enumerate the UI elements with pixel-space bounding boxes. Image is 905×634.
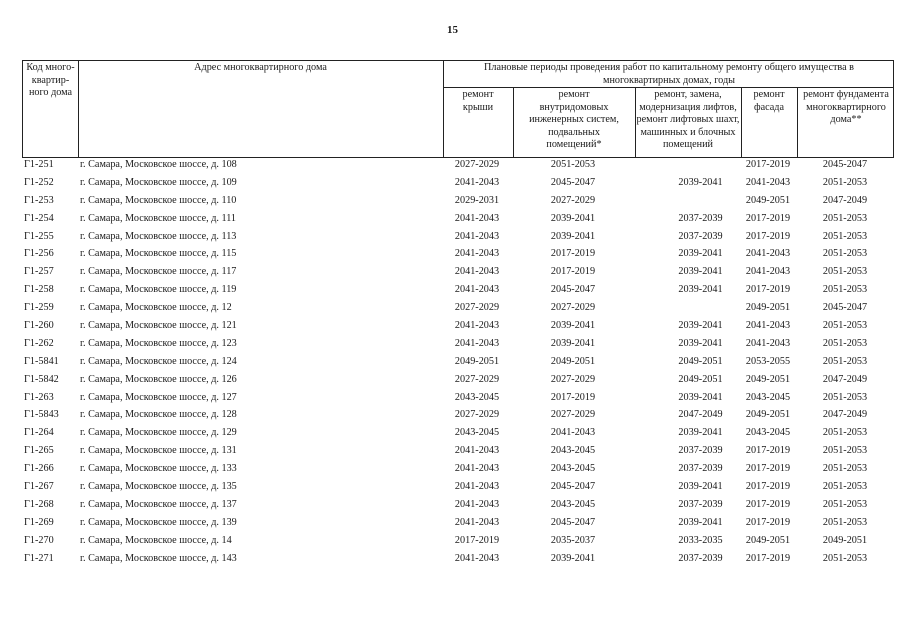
cell-address: г. Самара, Московское шоссе, д. 119 bbox=[80, 284, 237, 296]
cell-systems: 2035-2037 bbox=[550, 534, 596, 546]
table-row bbox=[22, 442, 894, 460]
cell-roof: 2041-2043 bbox=[454, 552, 500, 564]
cell-systems: 2027-2029 bbox=[550, 302, 596, 314]
table-body bbox=[22, 156, 894, 567]
cell-foundation: 2051-2053 bbox=[822, 230, 868, 242]
cell-code: Г1-269 bbox=[24, 516, 54, 528]
cell-foundation: 2051-2053 bbox=[822, 284, 868, 296]
cell-address: г. Самара, Московское шоссе, д. 128 bbox=[80, 409, 237, 421]
cell-roof: 2041-2043 bbox=[454, 230, 500, 242]
table-row bbox=[22, 335, 894, 353]
cell-roof: 2049-2051 bbox=[454, 355, 500, 367]
table-row bbox=[22, 496, 894, 514]
table-row bbox=[22, 406, 894, 424]
header-facade: ремонт фасада bbox=[753, 89, 785, 113]
cell-lifts: 2033-2035 bbox=[678, 534, 723, 546]
cell-foundation: 2047-2049 bbox=[822, 194, 868, 206]
cell-roof: 2041-2043 bbox=[454, 320, 500, 332]
cell-lifts: 2039-2041 bbox=[678, 176, 723, 188]
cell-systems: 2039-2041 bbox=[550, 552, 596, 564]
cell-code: Г1-270 bbox=[24, 534, 54, 546]
cell-address: г. Самара, Московское шоссе, д. 137 bbox=[80, 498, 237, 510]
header-lifts: ремонт, замена, модернизация лифтов, ремонт лифтовых шахт, машинных и блочных помещений bbox=[636, 89, 740, 150]
cell-foundation: 2051-2053 bbox=[822, 552, 868, 564]
cell-roof: 2041-2043 bbox=[454, 337, 500, 349]
cell-address: г. Самара, Московское шоссе, д. 143 bbox=[80, 552, 237, 564]
cell-roof: 2041-2043 bbox=[454, 266, 500, 278]
cell-code: Г1-265 bbox=[24, 445, 54, 457]
cell-facade: 2053-2055 bbox=[745, 355, 791, 367]
cell-lifts: 2039-2041 bbox=[678, 320, 723, 332]
cell-address: г. Самара, Московское шоссе, д. 124 bbox=[80, 355, 237, 367]
cell-facade: 2041-2043 bbox=[745, 248, 791, 260]
table-row bbox=[22, 174, 894, 192]
cell-systems: 2027-2029 bbox=[550, 409, 596, 421]
table-row bbox=[22, 514, 894, 532]
cell-address: г. Самара, Московское шоссе, д. 12 bbox=[80, 302, 232, 314]
cell-lifts: 2039-2041 bbox=[678, 337, 723, 349]
cell-code: Г1-256 bbox=[24, 248, 54, 260]
cell-code: Г1-5843 bbox=[24, 409, 59, 421]
table-row bbox=[22, 281, 894, 299]
cell-address: г. Самара, Московское шоссе, д. 110 bbox=[80, 194, 237, 206]
cell-roof: 2041-2043 bbox=[454, 498, 500, 510]
cell-systems: 2039-2041 bbox=[550, 212, 596, 224]
cell-roof: 2043-2045 bbox=[454, 391, 500, 403]
cell-address: г. Самара, Московское шоссе, д. 113 bbox=[80, 230, 237, 242]
cell-systems: 2043-2045 bbox=[550, 498, 596, 510]
cell-systems: 2045-2047 bbox=[550, 516, 596, 528]
cell-address: г. Самара, Московское шоссе, д. 115 bbox=[80, 248, 237, 260]
cell-code: Г1-5841 bbox=[24, 355, 59, 367]
cell-address: г. Самара, Московское шоссе, д. 108 bbox=[80, 159, 237, 170]
cell-code: Г1-254 bbox=[24, 212, 54, 224]
cell-code: Г1-258 bbox=[24, 284, 54, 296]
cell-systems: 2043-2045 bbox=[550, 445, 596, 457]
cell-address: г. Самара, Московское шоссе, д. 109 bbox=[80, 176, 237, 188]
cell-address: г. Самара, Московское шоссе, д. 121 bbox=[80, 320, 237, 332]
cell-foundation: 2051-2053 bbox=[822, 266, 868, 278]
cell-systems: 2039-2041 bbox=[550, 320, 596, 332]
cell-systems: 2051-2053 bbox=[550, 159, 596, 170]
cell-roof: 2041-2043 bbox=[454, 463, 500, 475]
cell-lifts: 2049-2051 bbox=[678, 373, 723, 385]
cell-foundation: 2051-2053 bbox=[822, 176, 868, 188]
cell-facade: 2017-2019 bbox=[745, 284, 791, 296]
cell-lifts: 2039-2041 bbox=[678, 266, 723, 278]
cell-foundation: 2047-2049 bbox=[822, 409, 868, 421]
cell-address: г. Самара, Московское шоссе, д. 111 bbox=[80, 212, 237, 224]
table-row bbox=[22, 353, 894, 371]
cell-facade: 2017-2019 bbox=[745, 481, 791, 493]
table-row bbox=[22, 550, 894, 568]
cell-foundation: 2045-2047 bbox=[822, 302, 868, 314]
cell-systems: 2017-2019 bbox=[550, 391, 596, 403]
cell-foundation: 2051-2053 bbox=[822, 391, 868, 403]
cell-facade: 2017-2019 bbox=[745, 463, 791, 475]
cell-roof: 2043-2045 bbox=[454, 427, 500, 439]
cell-facade: 2049-2051 bbox=[745, 194, 791, 206]
cell-roof: 2017-2019 bbox=[454, 534, 500, 546]
cell-address: г. Самара, Московское шоссе, д. 135 bbox=[80, 481, 237, 493]
table-row bbox=[22, 228, 894, 246]
table-row bbox=[22, 156, 894, 174]
cell-roof: 2041-2043 bbox=[454, 212, 500, 224]
cell-foundation: 2051-2053 bbox=[822, 481, 868, 493]
cell-facade: 2041-2043 bbox=[745, 320, 791, 332]
table-row bbox=[22, 210, 894, 228]
cell-roof: 2041-2043 bbox=[454, 176, 500, 188]
cell-lifts: 2037-2039 bbox=[678, 552, 723, 564]
cell-foundation: 2051-2053 bbox=[822, 516, 868, 528]
table-row bbox=[22, 532, 894, 550]
cell-facade: 2049-2051 bbox=[745, 302, 791, 314]
cell-address: г. Самара, Московское шоссе, д. 131 bbox=[80, 445, 237, 457]
cell-foundation: 2051-2053 bbox=[822, 320, 868, 332]
cell-foundation: 2051-2053 bbox=[822, 498, 868, 510]
cell-foundation: 2051-2053 bbox=[822, 337, 868, 349]
cell-address: г. Самара, Московское шоссе, д. 14 bbox=[80, 534, 232, 546]
cell-systems: 2045-2047 bbox=[550, 284, 596, 296]
cell-lifts: 2039-2041 bbox=[678, 391, 723, 403]
cell-foundation: 2051-2053 bbox=[822, 463, 868, 475]
cell-facade: 2041-2043 bbox=[745, 176, 791, 188]
cell-roof: 2041-2043 bbox=[454, 481, 500, 493]
cell-foundation: 2051-2053 bbox=[822, 427, 868, 439]
cell-systems: 2049-2051 bbox=[550, 355, 596, 367]
cell-foundation: 2047-2049 bbox=[822, 373, 868, 385]
cell-code: Г1-255 bbox=[24, 230, 54, 242]
cell-facade: 2017-2019 bbox=[745, 212, 791, 224]
header-roof: ремонт крыши bbox=[462, 89, 494, 113]
cell-systems: 2017-2019 bbox=[550, 266, 596, 278]
cell-foundation: 2051-2053 bbox=[822, 248, 868, 260]
cell-code: Г1-5842 bbox=[24, 373, 59, 385]
table-row bbox=[22, 245, 894, 263]
cell-facade: 2043-2045 bbox=[745, 391, 791, 403]
page-number: 15 bbox=[447, 24, 458, 36]
cell-facade: 2049-2051 bbox=[745, 409, 791, 421]
cell-code: Г1-266 bbox=[24, 463, 54, 475]
cell-facade: 2049-2051 bbox=[745, 373, 791, 385]
cell-roof: 2027-2029 bbox=[454, 302, 500, 314]
cell-facade: 2017-2019 bbox=[745, 516, 791, 528]
header-periods: Плановые периоды проведения работ по капитальному ремонту общего имущества в многоквартирных домах, годы bbox=[484, 62, 854, 86]
cell-roof: 2027-2029 bbox=[454, 409, 500, 421]
cell-code: Г1-262 bbox=[24, 337, 54, 349]
cell-facade: 2017-2019 bbox=[745, 445, 791, 457]
cell-foundation: 2051-2053 bbox=[822, 355, 868, 367]
header-code: Код много- квартир- ного дома bbox=[26, 62, 75, 98]
table-row bbox=[22, 192, 894, 210]
table-row bbox=[22, 299, 894, 317]
cell-address: г. Самара, Московское шоссе, д. 126 bbox=[80, 373, 237, 385]
table-row bbox=[22, 263, 894, 281]
table-row bbox=[22, 317, 894, 335]
cell-systems: 2027-2029 bbox=[550, 373, 596, 385]
header-address: Адрес многоквартирного дома bbox=[194, 62, 327, 73]
cell-systems: 2043-2045 bbox=[550, 463, 596, 475]
table-row bbox=[22, 389, 894, 407]
cell-lifts: 2039-2041 bbox=[678, 248, 723, 260]
cell-code: Г1-251 bbox=[24, 159, 54, 170]
cell-roof: 2027-2029 bbox=[454, 159, 500, 170]
cell-roof: 2041-2043 bbox=[454, 445, 500, 457]
header-divider bbox=[443, 87, 893, 88]
table-row bbox=[22, 424, 894, 442]
cell-facade: 2041-2043 bbox=[745, 337, 791, 349]
cell-address: г. Самара, Московское шоссе, д. 127 bbox=[80, 391, 237, 403]
table-row bbox=[22, 371, 894, 389]
cell-lifts: 2039-2041 bbox=[678, 284, 723, 296]
cell-code: Г1-264 bbox=[24, 427, 54, 439]
cell-lifts: 2039-2041 bbox=[678, 481, 723, 493]
table-row bbox=[22, 478, 894, 496]
cell-foundation: 2051-2053 bbox=[822, 445, 868, 457]
table-header bbox=[22, 60, 894, 158]
cell-foundation: 2045-2047 bbox=[822, 159, 868, 170]
cell-lifts: 2037-2039 bbox=[678, 498, 723, 510]
cell-code: Г1-259 bbox=[24, 302, 54, 314]
cell-lifts: 2037-2039 bbox=[678, 212, 723, 224]
cell-lifts: 2037-2039 bbox=[678, 463, 723, 475]
cell-facade: 2017-2019 bbox=[745, 552, 791, 564]
cell-lifts: 2037-2039 bbox=[678, 230, 723, 242]
cell-systems: 2027-2029 bbox=[550, 194, 596, 206]
cell-code: Г1-263 bbox=[24, 391, 54, 403]
cell-address: г. Самара, Московское шоссе, д. 139 bbox=[80, 516, 237, 528]
cell-code: Г1-268 bbox=[24, 498, 54, 510]
cell-facade: 2041-2043 bbox=[745, 266, 791, 278]
cell-lifts: 2039-2041 bbox=[678, 516, 723, 528]
cell-code: Г1-267 bbox=[24, 481, 54, 493]
cell-address: г. Самара, Московское шоссе, д. 133 bbox=[80, 463, 237, 475]
cell-systems: 2039-2041 bbox=[550, 230, 596, 242]
cell-systems: 2041-2043 bbox=[550, 427, 596, 439]
header-systems: ремонт внутридомовых инженерных систем, подвальных помещений* bbox=[529, 89, 619, 150]
cell-lifts: 2039-2041 bbox=[678, 427, 723, 439]
cell-facade: 2017-2019 bbox=[745, 230, 791, 242]
cell-roof: 2029-2031 bbox=[454, 194, 500, 206]
cell-lifts: 2049-2051 bbox=[678, 355, 723, 367]
cell-facade: 2049-2051 bbox=[745, 534, 791, 546]
cell-roof: 2041-2043 bbox=[454, 284, 500, 296]
cell-systems: 2017-2019 bbox=[550, 248, 596, 260]
cell-address: г. Самара, Московское шоссе, д. 123 bbox=[80, 337, 237, 349]
cell-facade: 2043-2045 bbox=[745, 427, 791, 439]
table-row bbox=[22, 460, 894, 478]
cell-roof: 2027-2029 bbox=[454, 373, 500, 385]
cell-systems: 2045-2047 bbox=[550, 481, 596, 493]
cell-foundation: 2051-2053 bbox=[822, 212, 868, 224]
cell-code: Г1-253 bbox=[24, 194, 54, 206]
cell-systems: 2039-2041 bbox=[550, 337, 596, 349]
header-foundation: ремонт фундамента многоквартирного дома** bbox=[803, 89, 889, 125]
cell-systems: 2045-2047 bbox=[550, 176, 596, 188]
cell-code: Г1-271 bbox=[24, 552, 54, 564]
cell-lifts: 2047-2049 bbox=[678, 409, 723, 421]
cell-address: г. Самара, Московское шоссе, д. 117 bbox=[80, 266, 237, 278]
cell-code: Г1-260 bbox=[24, 320, 54, 332]
cell-code: Г1-257 bbox=[24, 266, 54, 278]
header-divider bbox=[78, 61, 79, 157]
cell-address: г. Самара, Московское шоссе, д. 129 bbox=[80, 427, 237, 439]
cell-facade: 2017-2019 bbox=[745, 159, 791, 170]
cell-roof: 2041-2043 bbox=[454, 248, 500, 260]
cell-code: Г1-252 bbox=[24, 176, 54, 188]
cell-foundation: 2049-2051 bbox=[822, 534, 868, 546]
cell-facade: 2017-2019 bbox=[745, 498, 791, 510]
cell-roof: 2041-2043 bbox=[454, 516, 500, 528]
cell-lifts: 2037-2039 bbox=[678, 445, 723, 457]
